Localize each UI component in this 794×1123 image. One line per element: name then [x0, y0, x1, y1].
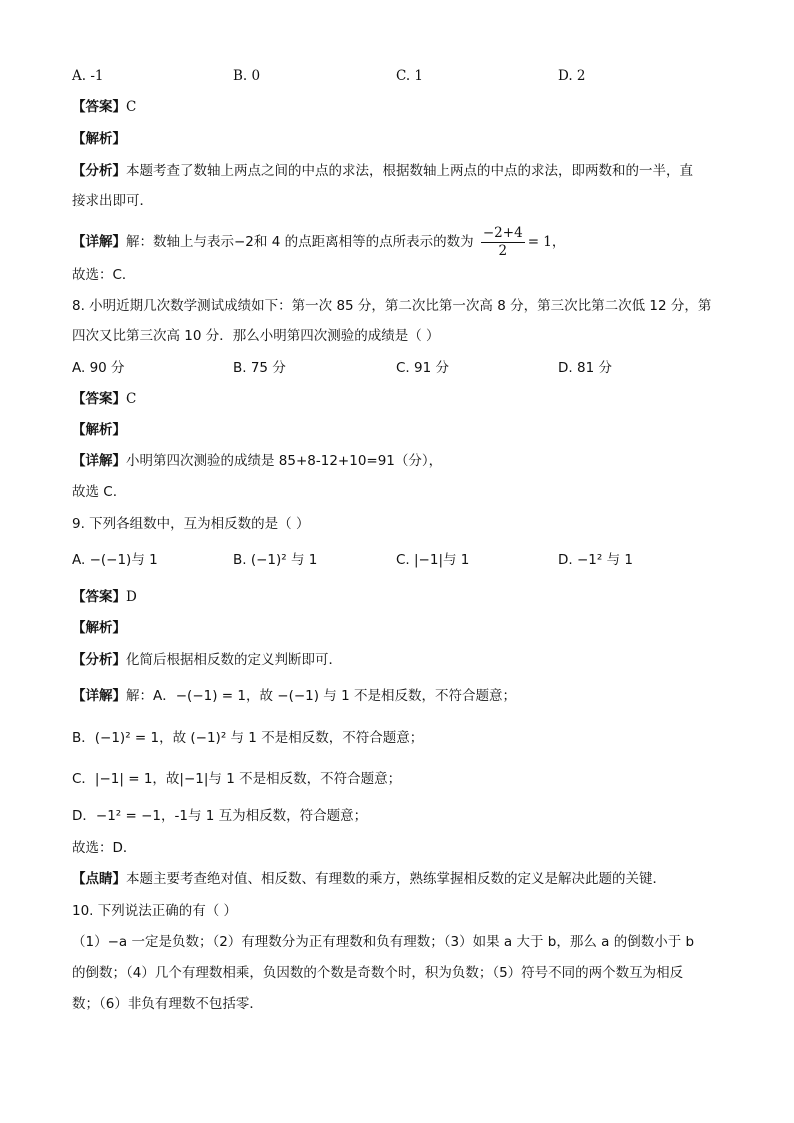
q10-stem: 10. 下列说法正确的有（ ） [72, 903, 238, 919]
answer-value: D [126, 589, 137, 605]
fenxi-tag: 【分析】 [72, 163, 126, 179]
q8-stem-line2: 四次又比第三次高 10 分．那么小明第四次测验的成绩是（ ） [72, 328, 440, 344]
q7-fenxi-line1 [72, 161, 693, 181]
q9-detail-c: C．|−1| = 1，故|−1|与 1 不是相反数，不符合题意； [72, 771, 402, 787]
fenxi-tag: 【分析】 [72, 652, 126, 668]
detail-text: 解：数轴上与表示−2和 4 的点距离相等的点所表示的数为 [126, 234, 474, 250]
q8-option-b: B. 75 分 [233, 360, 286, 376]
q7-option-a: A. -1 [72, 68, 104, 84]
q9-fenxi [72, 650, 342, 670]
analysis-tag: 【解析】 [72, 422, 126, 438]
answer-value: C [126, 99, 137, 115]
fenxi-text: 化简后根据相反数的定义判断即可． [126, 652, 342, 668]
q9-stem: 9. 下列各组数中，互为相反数的是（ ） [72, 516, 310, 532]
q7-conclusion: 故选：C． [72, 267, 136, 283]
q9-detail-d: D．−1² = −1，-1与 1 互为相反数，符合题意； [72, 808, 368, 824]
q9-detail-a [72, 686, 516, 706]
q9-analysis-heading [72, 618, 126, 638]
fenxi-text: 本题考查了数轴上两点之间的中点的求法，根据数轴上两点的中点的求法，即两数和的一半，直 [126, 163, 693, 179]
q10-line1: （1）−a 一定是负数；（2）有理数分为正有理数和负有理数；（3）如果 a 大于 b，那么 a 的倒数小于 b [72, 934, 695, 950]
q9-option-c: C. |−1|与 1 [396, 552, 470, 568]
q7-detail [72, 224, 565, 260]
dianjing-text: 本题主要考查绝对值、相反数、有理数的乘方，熟练掌握相反数的定义是解决此题的关键． [126, 871, 666, 887]
q8-analysis-heading [72, 420, 126, 440]
analysis-tag: 【解析】 [72, 131, 126, 147]
q8-option-a: A. 90 分 [72, 360, 125, 376]
q7-option-b: B. 0 [233, 68, 261, 84]
q8-stem-line1: 8. 小明近期几次数学测试成绩如下：第一次 85 分，第二次比第一次高 8 分，第三次比第二次低 12 分，第 [72, 298, 712, 314]
answer-tag: 【答案】 [72, 589, 126, 605]
answer-value: C [126, 391, 137, 407]
q8-option-d: D. 81 分 [558, 360, 612, 376]
detail-tag: 【详解】 [72, 688, 126, 704]
q8-answer [72, 389, 136, 409]
fraction-denominator: 2 [498, 243, 508, 259]
detail-tag: 【详解】 [72, 453, 126, 469]
q9-detail-b: B．(−1)² = 1，故 (−1)² 与 1 不是相反数，不符合题意； [72, 730, 424, 746]
detail-text: 解：A．−(−1) = 1，故 −(−1) 与 1 不是相反数，不符合题意； [126, 688, 516, 704]
q7-analysis-heading [72, 129, 126, 149]
q7-answer [72, 97, 136, 117]
q8-conclusion: 故选 C. [72, 484, 118, 500]
detail-tag: 【详解】 [72, 234, 126, 250]
analysis-tag: 【解析】 [72, 620, 126, 636]
q9-dianjing [72, 869, 666, 889]
dianjing-tag: 【点睛】 [72, 871, 126, 887]
fraction [481, 225, 525, 260]
detail-result: = 1， [527, 234, 566, 250]
q9-option-d: D. −1² 与 1 [558, 552, 633, 568]
q9-option-a: A. −(−1)与 1 [72, 552, 158, 568]
q9-answer [72, 587, 137, 607]
answer-tag: 【答案】 [72, 391, 126, 407]
q9-conclusion: 故选：D． [72, 840, 137, 856]
q8-option-c: C. 91 分 [396, 360, 449, 376]
q8-detail [72, 451, 442, 471]
q9-option-b: B. (−1)² 与 1 [233, 552, 318, 568]
detail-text: 小明第四次测验的成绩是 85+8-12+10=91（分）， [126, 453, 443, 469]
q10-line3: 数；（6）非负有理数不包括零． [72, 996, 263, 1012]
q7-fenxi-line2: 接求出即可． [72, 193, 153, 209]
answer-tag: 【答案】 [72, 99, 126, 115]
q7-option-d: D. 2 [558, 68, 586, 84]
q10-line2: 的倒数；（4）几个有理数相乘，负因数的个数是奇数个时，积为负数；（5）符号不同的两个数互为相反 [72, 965, 684, 981]
q7-option-c: C. 1 [396, 68, 424, 84]
fraction-numerator: −2+4 [482, 225, 523, 241]
